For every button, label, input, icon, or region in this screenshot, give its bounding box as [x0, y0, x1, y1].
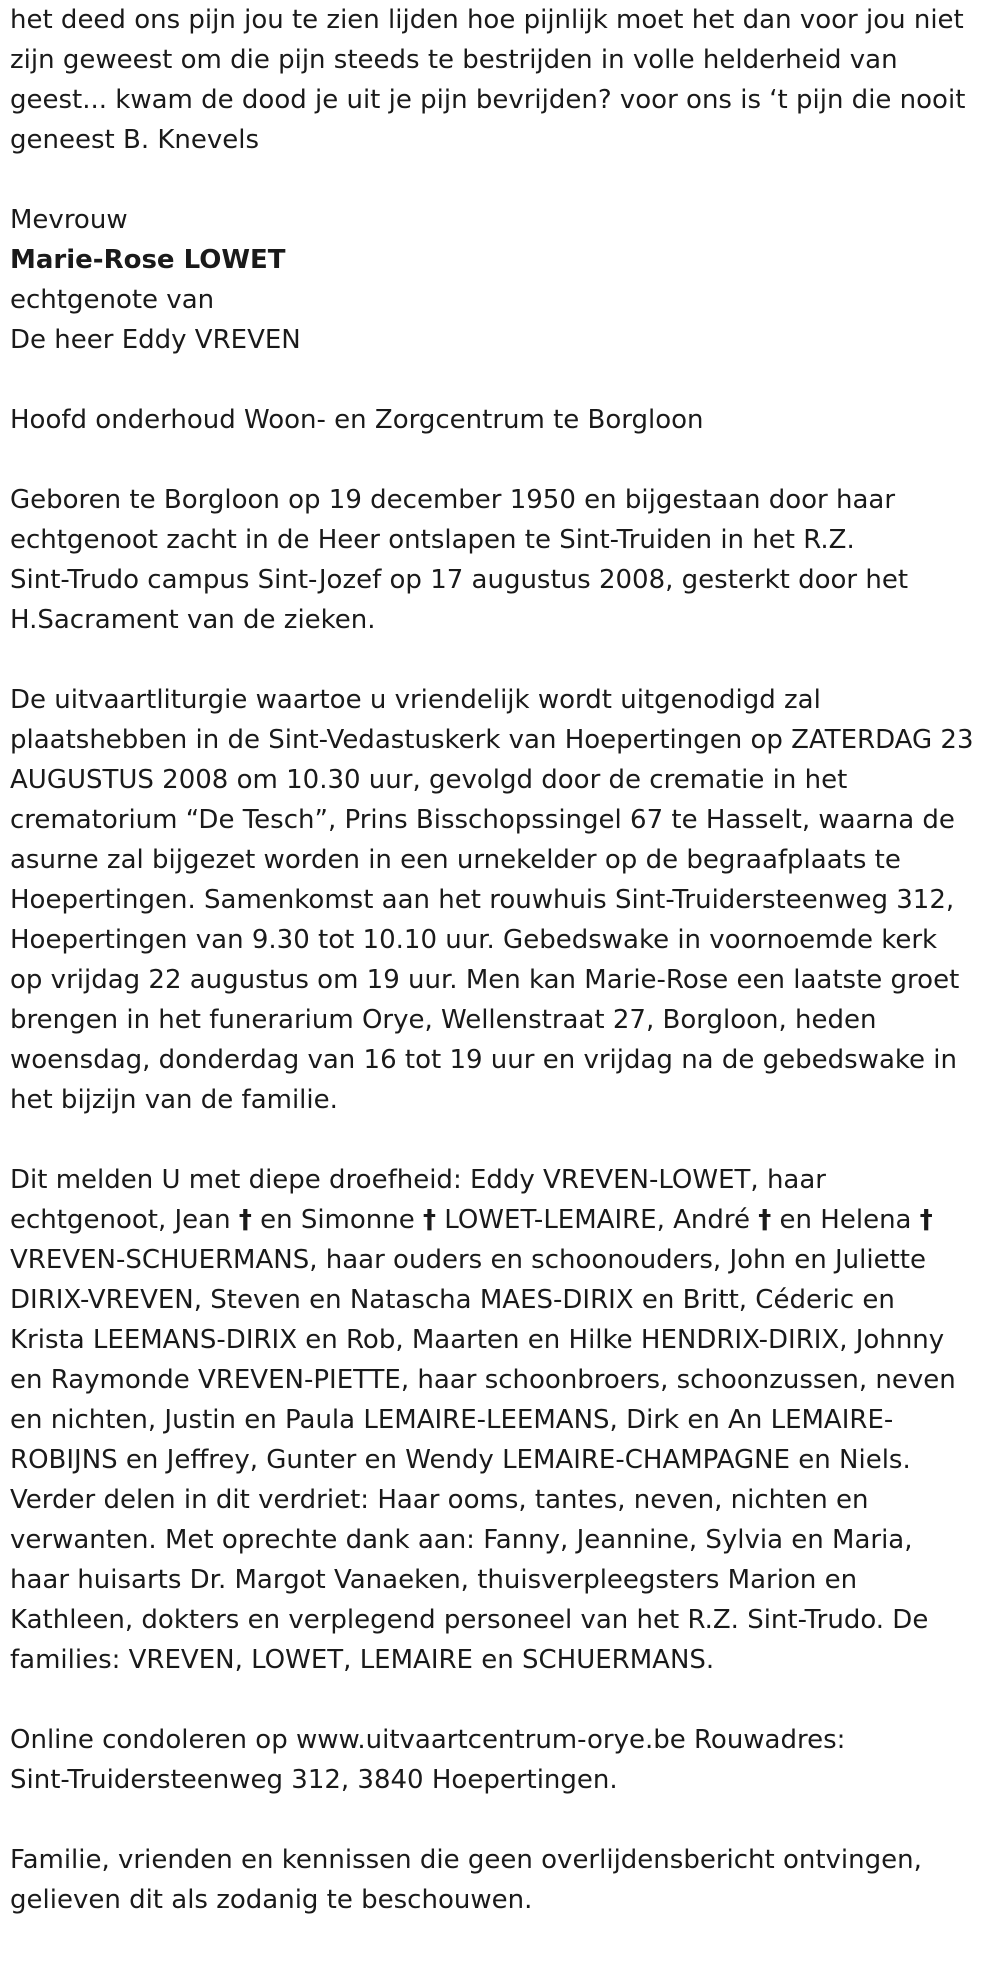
spacer: [10, 160, 995, 200]
family-line: haar huisarts Dr. Margot Vanaeken, thuisverpleegsters Marion en: [10, 1565, 858, 1595]
poem-line: het deed ons pijn jou te zien lijden hoe pijnlijk moet het dan voor jou niet: [10, 5, 964, 35]
birth-line: Sint-Trudo campus Sint-Jozef op 17 augustus 2008, gesterkt door het: [10, 565, 909, 595]
cross-icon: †: [758, 1205, 772, 1235]
spacer: [10, 1120, 995, 1160]
poem-line: geneest B. Knevels: [10, 125, 260, 155]
spacer: [10, 1680, 995, 1720]
funeral-line: asurne zal bijgezet worden in een urnekelder op de begraafplaats te: [10, 845, 901, 875]
birth-line: echtgenoot zacht in de Heer ontslapen te Sint-Truiden in het R.Z.: [10, 525, 855, 555]
family-line: en nichten, Justin en Paula LEMAIRE-LEEMANS, Dirk en An LEMAIRE-: [10, 1405, 894, 1435]
obituary-text: [10, 0, 995, 1920]
cross-icon: †: [238, 1205, 252, 1235]
spacer: [10, 640, 995, 680]
poem-line: zijn geweest om die pijn steeds te bestrijden in volle helderheid van: [10, 45, 898, 75]
online-line: Sint-Truidersteenweg 312, 3840 Hoepertingen.: [10, 1765, 618, 1795]
family-line: Verder delen in dit verdriet: Haar ooms, tantes, neven, nichten en: [10, 1485, 869, 1515]
spacer: [10, 440, 995, 480]
family-line: ROBIJNS en Jeffrey, Gunter en Wendy LEMAIRE-CHAMPAGNE en Niels.: [10, 1445, 911, 1475]
cross-icon: †: [423, 1205, 437, 1235]
birth-line: Geboren te Borgloon op 19 december 1950 en bijgestaan door haar: [10, 485, 896, 515]
funeral-line: crematorium “De Tesch”, Prins Bisschopssingel 67 te Hasselt, waarna de: [10, 805, 955, 835]
funeral-line: De uitvaartliturgie waartoe u vriendelijk wordt uitgenodigd zal: [10, 685, 821, 715]
family-line: Kathleen, dokters en verplegend personeel van het R.Z. Sint-Trudo. De: [10, 1605, 929, 1635]
spacer: [10, 360, 995, 400]
funeral-line: AUGUSTUS 2008 om 10.30 uur, gevolgd door de crematie in het: [10, 765, 848, 795]
funeral-line: Hoepertingen. Samenkomst aan het rouwhuis Sint-Truidersteenweg 312,: [10, 885, 955, 915]
deceased-name: Marie-Rose LOWET: [10, 245, 286, 275]
family-line: DIRIX-VREVEN, Steven en Natascha MAES-DIRIX en Britt, Céderic en: [10, 1285, 895, 1315]
family-text: en Helena: [771, 1205, 920, 1235]
cross-icon: †: [919, 1205, 933, 1235]
family-line: [10, 1200, 995, 1240]
family-line: en Raymonde VREVEN-PIETTE, haar schoonbroers, schoonzussen, neven: [10, 1365, 956, 1395]
closing-line: gelieven dit als zodanig te beschouwen.: [10, 1885, 533, 1915]
spacer: [10, 1800, 995, 1840]
family-text: echtgenoot, Jean: [10, 1205, 239, 1235]
funeral-line: brengen in het funerarium Orye, Wellenstraat 27, Borgloon, heden: [10, 1005, 877, 1035]
online-line: Online condoleren op www.uitvaartcentrum-orye.be Rouwadres:: [10, 1725, 846, 1755]
poem-line: geest... kwam de dood je uit je pijn bevrijden? voor ons is ‘t pijn die nooit: [10, 85, 966, 115]
family-line: Dit melden U met diepe droefheid: Eddy VREVEN-LOWET, haar: [10, 1165, 826, 1195]
funeral-line: Hoepertingen van 9.30 tot 10.10 uur. Gebedswake in voornoemde kerk: [10, 925, 938, 955]
funeral-line: het bijzijn van de familie.: [10, 1085, 338, 1115]
funeral-line: woensdag, donderdag van 16 tot 19 uur en vrijdag na de gebedswake in: [10, 1045, 957, 1075]
funeral-line: plaatshebben in de Sint-Vedastuskerk van Hoepertingen op ZATERDAG 23: [10, 725, 974, 755]
family-line: families: VREVEN, LOWET, LEMAIRE en SCHUERMANS.: [10, 1645, 715, 1675]
family-text: LOWET-LEMAIRE, André: [436, 1205, 759, 1235]
family-line: verwanten. Met oprechte dank aan: Fanny, Jeannine, Sylvia en Maria,: [10, 1525, 913, 1555]
title-line: Mevrouw: [10, 205, 128, 235]
family-line: VREVEN-SCHUERMANS, haar ouders en schoonouders, John en Juliette: [10, 1245, 926, 1275]
birth-line: H.Sacrament van de zieken.: [10, 605, 376, 635]
closing-line: Familie, vrienden en kennissen die geen overlijdensbericht ontvingen,: [10, 1845, 922, 1875]
family-line: Krista LEEMANS-DIRIX en Rob, Maarten en Hilke HENDRIX-DIRIX, Johnny: [10, 1325, 945, 1355]
position-line: Hoofd onderhoud Woon- en Zorgcentrum te Borgloon: [10, 405, 704, 435]
funeral-line: op vrijdag 22 augustus om 19 uur. Men kan Marie-Rose een laatste groet: [10, 965, 960, 995]
relation-line: echtgenote van: [10, 285, 215, 315]
spouse-line: De heer Eddy VREVEN: [10, 325, 301, 355]
obituary-notice: [10, 0, 995, 1920]
family-text: en Simonne: [251, 1205, 424, 1235]
